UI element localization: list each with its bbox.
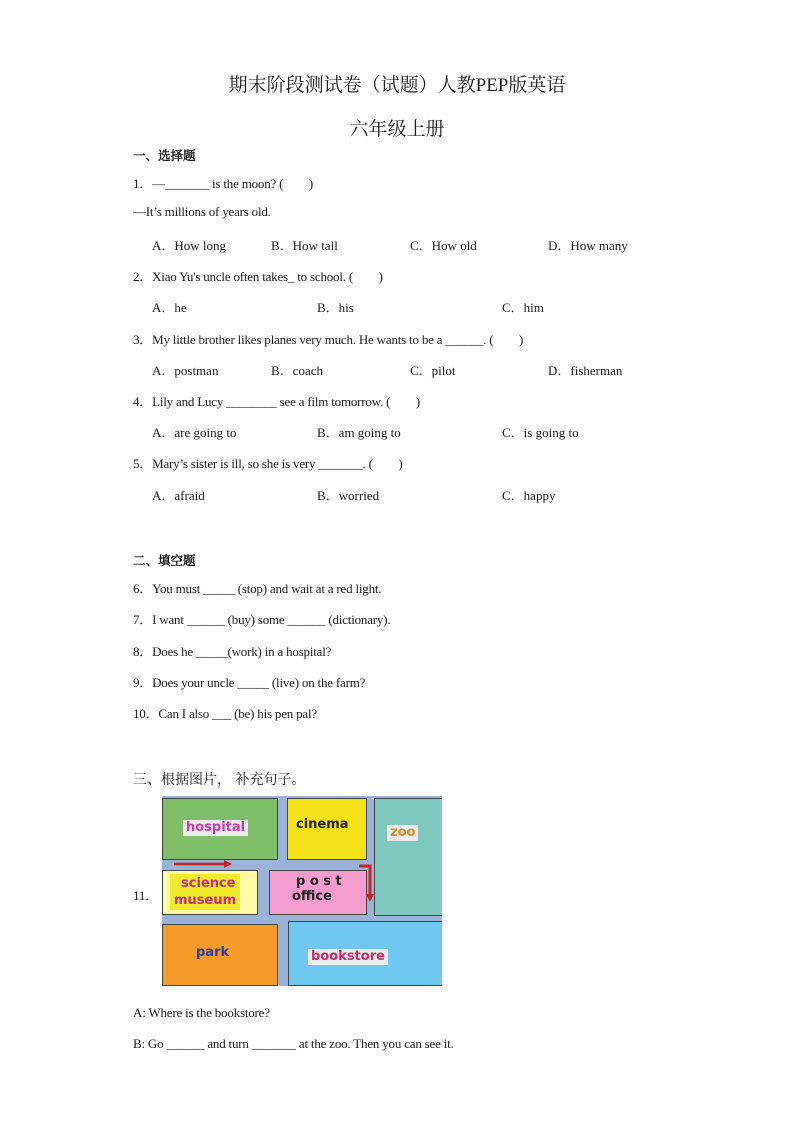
- hospital-label: hospital: [183, 820, 248, 836]
- question-2-option-b[interactable]: B．his: [317, 300, 354, 315]
- question-1-option-a[interactable]: A．How long: [152, 238, 227, 253]
- question-3-option-c[interactable]: C．pilot: [410, 363, 456, 378]
- page-subtitle: 六年级上册: [349, 119, 445, 140]
- street-map-image: [162, 796, 442, 986]
- office-label: office: [292, 889, 332, 904]
- museum-label: museum: [174, 893, 237, 908]
- question-4-option-b[interactable]: B．am going to: [317, 425, 401, 440]
- question-5-option-c[interactable]: C．happy: [502, 488, 556, 503]
- question-3-stem: 3．My little brother likes planes very much. He wants to be a ______. ( ): [133, 332, 524, 347]
- question-2-stem: 2．Xiao Yu's uncle often takes_ to school. ( ): [133, 269, 383, 284]
- question-9: 9．Does your uncle _____ (live) on the farm?: [133, 675, 366, 690]
- route-arrows: [162, 796, 442, 986]
- section-heading-picture: 三、根据图片， 补充句子。: [133, 772, 306, 788]
- question-4-option-a[interactable]: A．are going to: [152, 425, 237, 440]
- post-label: p o s t: [296, 874, 342, 889]
- question-1-option-d[interactable]: D．How many: [548, 238, 628, 253]
- question-3-option-d[interactable]: D．fisherman: [548, 363, 623, 378]
- right-arrow-icon: [174, 860, 232, 868]
- question-1-stem-2: —It’s millions of years old.: [133, 204, 271, 219]
- section-heading-choice: 一、选择题: [133, 148, 196, 163]
- question-5-option-b[interactable]: B．worried: [317, 488, 380, 503]
- question-7: 7．I want ______ (buy) some ______ (dictionary).: [133, 612, 391, 627]
- question-1-option-c[interactable]: C．How old: [410, 238, 477, 253]
- cinema-label: cinema: [296, 817, 349, 832]
- park-label: park: [196, 945, 230, 960]
- question-3-option-a[interactable]: A．postman: [152, 363, 219, 378]
- section-heading-fill: 二、填空题: [133, 553, 196, 568]
- turn-down-arrow-icon: [359, 866, 374, 902]
- question-2-option-a[interactable]: A．he: [152, 300, 187, 315]
- question-5-stem: 5．Mary’s sister is ill, so she is very _______. ( ): [133, 456, 403, 471]
- question-2-option-c[interactable]: C．him: [502, 300, 544, 315]
- dialogue-line-b: B: Go ______ and turn _______ at the zoo. Then you can see it.: [133, 1036, 454, 1051]
- bookstore-label: bookstore: [308, 949, 388, 965]
- question-1-stem: 1．—_______ is the moon? ( ): [133, 176, 313, 191]
- question-5-option-a[interactable]: A．afraid: [152, 488, 205, 503]
- question-8: 8．Does he _____(work) in a hospital?: [133, 644, 332, 659]
- question-1-option-b[interactable]: B．How tall: [271, 238, 338, 253]
- science-label: science: [181, 876, 236, 891]
- question-10: 10．Can I also ___ (be) his pen pal?: [133, 706, 317, 721]
- question-11-number: 11．: [133, 888, 158, 903]
- question-3-option-b[interactable]: B．coach: [271, 363, 323, 378]
- dialogue-line-a: A: Where is the bookstore?: [133, 1005, 270, 1020]
- question-6: 6．You must _____ (stop) and wait at a red light.: [133, 581, 382, 596]
- question-4-option-c[interactable]: C．is going to: [502, 425, 579, 440]
- question-4-stem: 4．Lily and Lucy ________ see a film tomorrow. ( ): [133, 394, 421, 409]
- zoo-label: zoo: [387, 825, 418, 841]
- page-title: 期末阶段测试卷（试题）人教PEP版英语: [228, 75, 566, 96]
